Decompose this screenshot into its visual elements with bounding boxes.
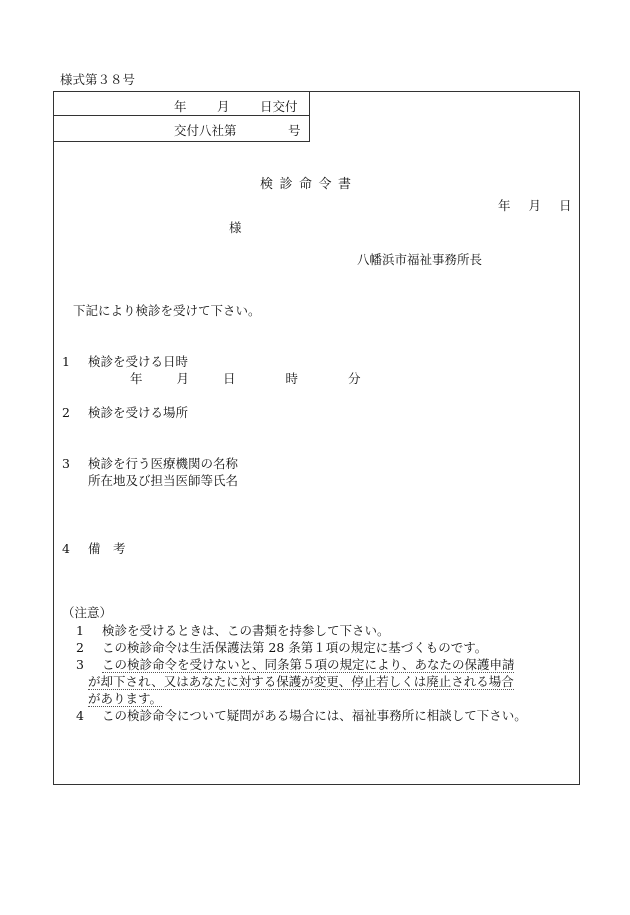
document-title: 検診命令書	[260, 177, 358, 192]
item-1-minute: 分	[348, 371, 361, 386]
item-1-hour: 時	[285, 371, 299, 386]
item-1-day: 日	[223, 371, 236, 386]
note-3-line3: があります。	[88, 691, 163, 706]
note-4-text: この検診命令について疑問がある場合には、福祉事務所に相談して下さい。	[101, 708, 527, 723]
note-2	[76, 638, 487, 656]
note-2-text: この検診命令は生活保護法第 28 条第１項の規定に基づくものです。	[101, 640, 488, 655]
note-3-line2-row	[88, 672, 514, 690]
note-1-text: 検診を受けるときは、この書類を持参して下さい。	[101, 623, 390, 638]
item-1-month: 月	[176, 371, 190, 386]
item-1-number: 1	[62, 354, 70, 369]
issue-year-label: 年	[174, 99, 187, 114]
note-4-number: 4	[76, 708, 84, 723]
intro-text: 下記により検診を受けて下さい。	[73, 303, 261, 318]
date-year: 年	[498, 198, 511, 213]
item-4-label: 備 考	[87, 541, 126, 556]
item-3-label-line2: 所在地及び担当医師等氏名	[88, 473, 239, 488]
item-4	[62, 539, 125, 557]
note-3	[76, 655, 514, 673]
note-2-number: 2	[76, 640, 84, 655]
note-3-line1: この検診命令を受けないと、同条第５項の規定により、あなたの保護申請	[101, 657, 515, 672]
issue-month-label: 月	[217, 99, 230, 114]
item-2	[62, 403, 188, 421]
item-3	[62, 454, 238, 472]
item-1-label: 検診を受ける日時	[87, 354, 188, 369]
note-3-line3-row	[88, 689, 162, 707]
issuer: 八幡浜市福祉事務所長	[357, 252, 483, 267]
issue-number-suffix: 号	[288, 123, 301, 138]
form-number: 様式第３８号	[60, 72, 136, 87]
item-3-number: 3	[62, 456, 70, 471]
item-3-label: 検診を行う医療機関の名称	[87, 456, 238, 471]
item-1	[62, 352, 188, 370]
item-2-label: 検診を受ける場所	[87, 405, 188, 420]
date-day: 日	[559, 198, 572, 213]
item-1-year: 年	[130, 371, 143, 386]
note-1-number: 1	[76, 623, 84, 638]
item-4-number: 4	[62, 541, 70, 556]
issue-number-cell	[53, 116, 310, 142]
date-line	[498, 196, 572, 214]
notes-heading: （注意）	[62, 605, 113, 620]
note-3-number: 3	[76, 657, 84, 672]
date-month: 月	[528, 198, 542, 213]
note-1	[76, 621, 389, 639]
note-3-line2: が却下され、又はあなたに対する保護が変更、停止若しくは廃止される場合	[88, 674, 514, 689]
note-4	[76, 706, 527, 724]
issue-number-prefix: 交付八社第	[174, 123, 237, 138]
issue-date-cell	[53, 91, 310, 116]
item-1-datetime	[130, 369, 361, 387]
item-2-number: 2	[62, 405, 70, 420]
addressee-suffix: 様	[229, 220, 242, 235]
issue-day-label: 日交付	[260, 99, 298, 114]
